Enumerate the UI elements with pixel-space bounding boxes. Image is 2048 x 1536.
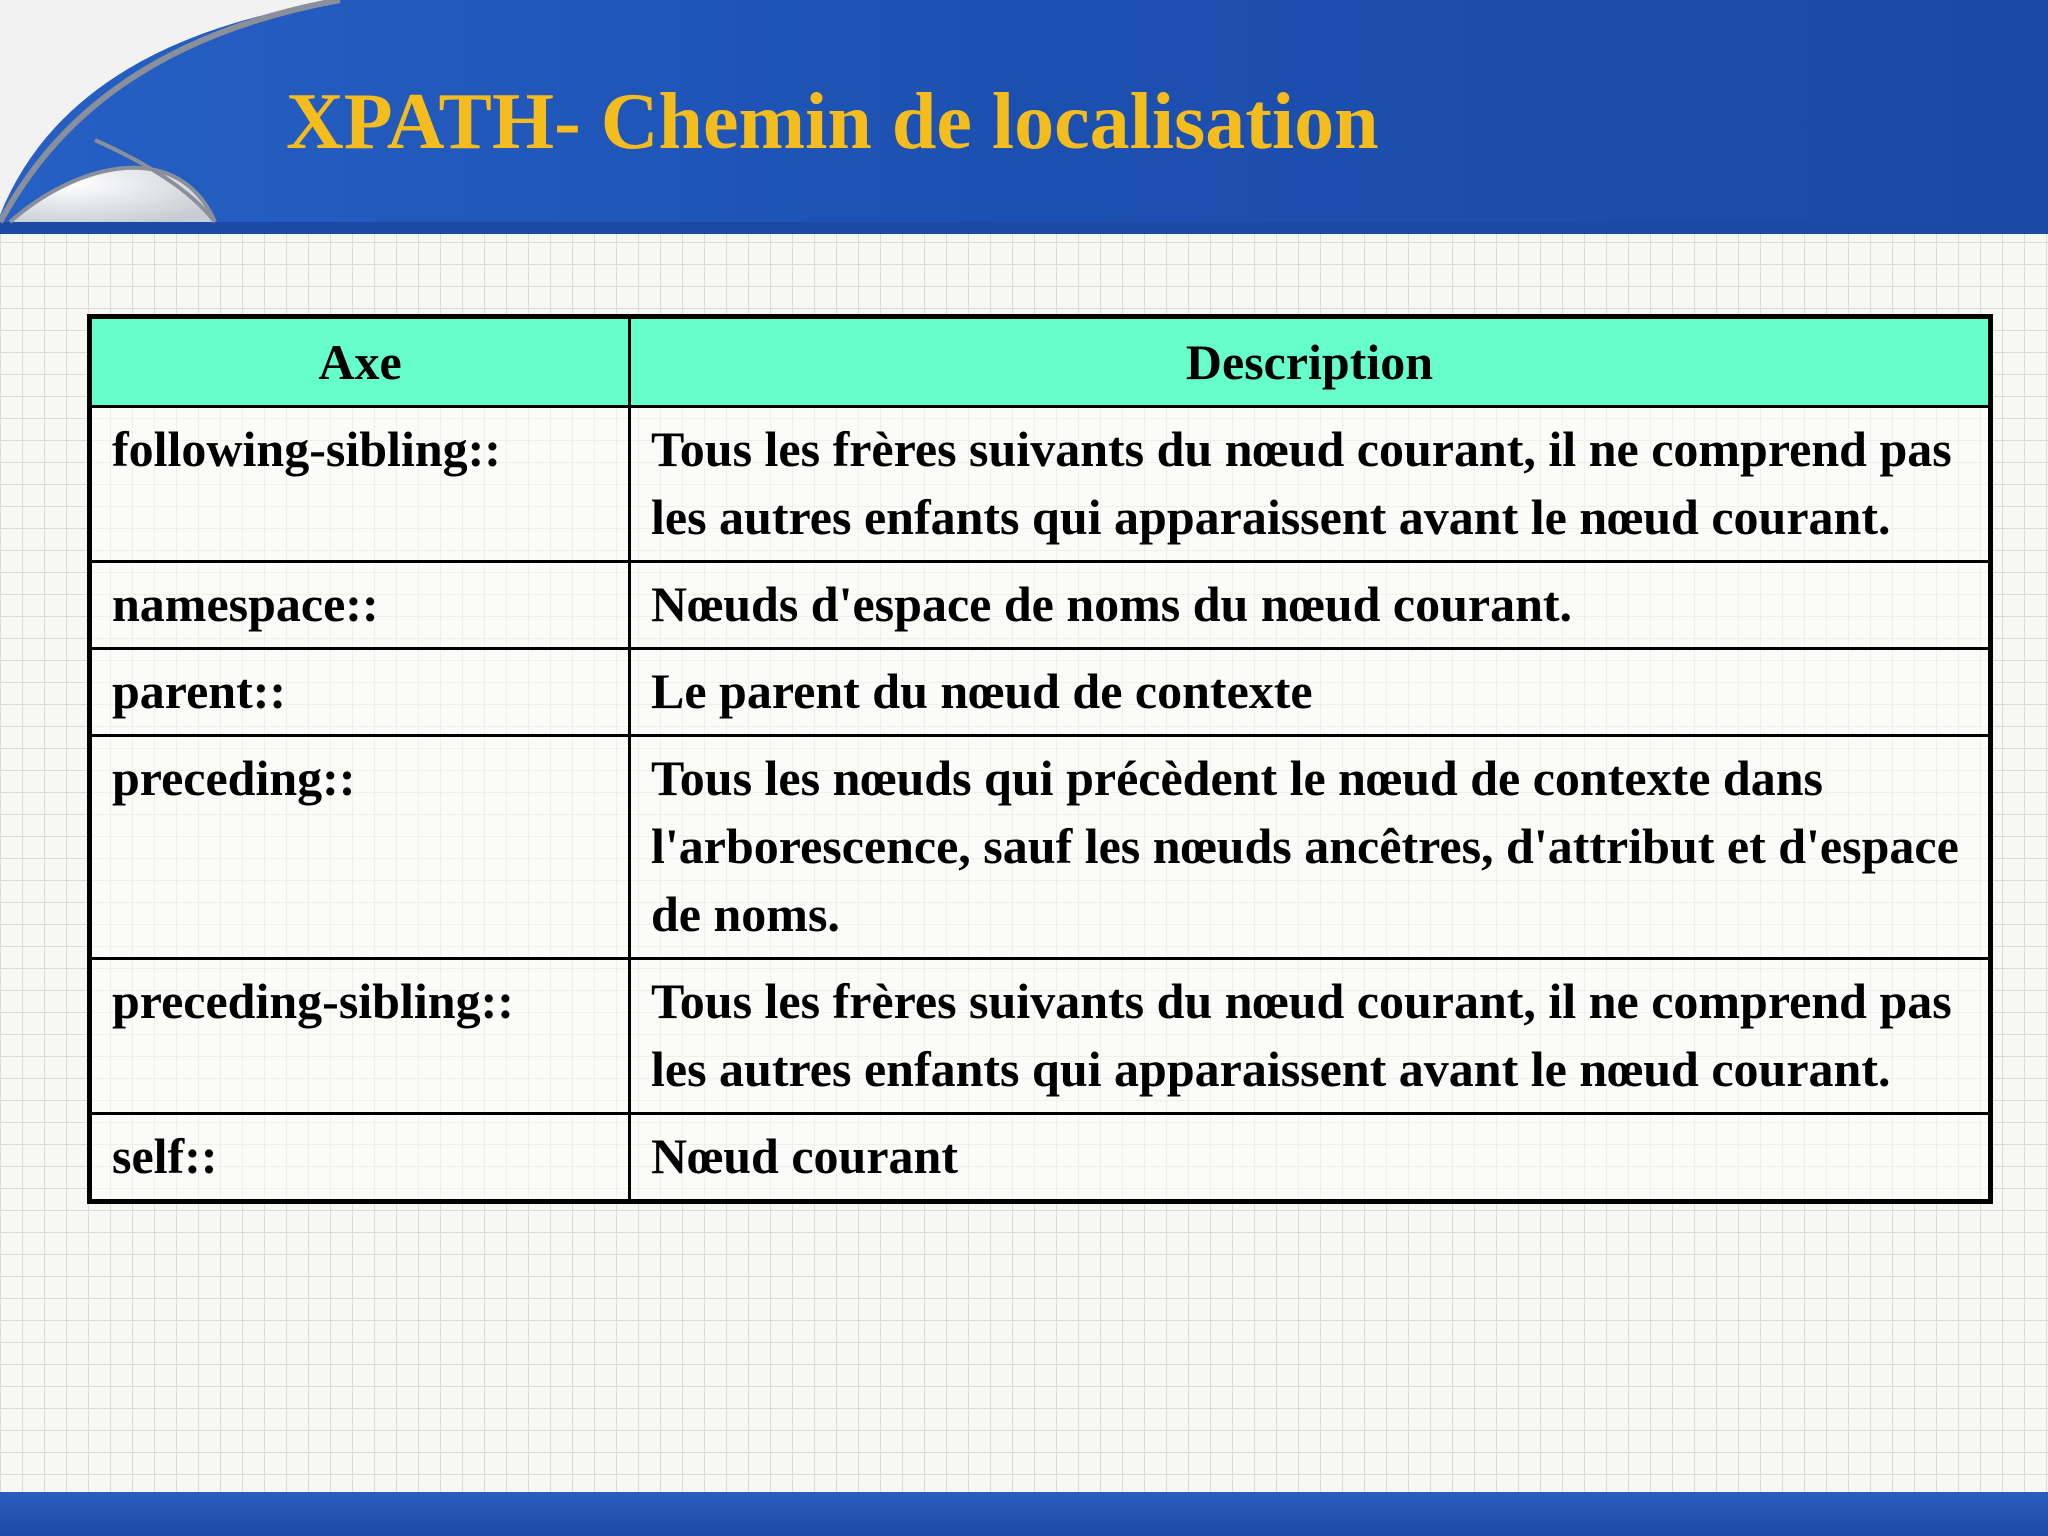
description-cell: Tous les frères suivants du nœud courant, il ne comprend pas les autres enfants qui apparaissent avant le nœud courant. bbox=[630, 959, 1991, 1114]
table-row bbox=[90, 562, 1991, 649]
axe-cell: preceding:: bbox=[90, 736, 630, 959]
footer-bar bbox=[0, 1492, 2048, 1536]
description-cell: Tous les nœuds qui précèdent le nœud de contexte dans l'arborescence, sauf les nœuds ancêtres, d'attribut et d'espace de noms. bbox=[630, 736, 1991, 959]
description-cell: Nœuds d'espace de noms du nœud courant. bbox=[630, 562, 1991, 649]
table-row bbox=[90, 407, 1991, 562]
table-header-row bbox=[90, 317, 1991, 407]
slide-title: XPATH- Chemin de localisation bbox=[286, 78, 1379, 166]
table-row bbox=[90, 649, 1991, 736]
table-row bbox=[90, 959, 1991, 1114]
table-row bbox=[90, 1114, 1991, 1202]
xpath-axes-table bbox=[87, 314, 1993, 1204]
table-row bbox=[90, 736, 1991, 959]
axe-cell: preceding-sibling:: bbox=[90, 959, 630, 1114]
axe-cell: namespace:: bbox=[90, 562, 630, 649]
column-header-description: Description bbox=[630, 317, 1991, 407]
axe-cell: self:: bbox=[90, 1114, 630, 1202]
description-cell: Tous les frères suivants du nœud courant, il ne comprend pas les autres enfants qui apparaissent avant le nœud courant. bbox=[630, 407, 1991, 562]
slide-header bbox=[0, 0, 2048, 234]
axe-cell: parent:: bbox=[90, 649, 630, 736]
column-header-axe: Axe bbox=[90, 317, 630, 407]
description-cell: Nœud courant bbox=[630, 1114, 1991, 1202]
axe-cell: following-sibling:: bbox=[90, 407, 630, 562]
description-cell: Le parent du nœud de contexte bbox=[630, 649, 1991, 736]
